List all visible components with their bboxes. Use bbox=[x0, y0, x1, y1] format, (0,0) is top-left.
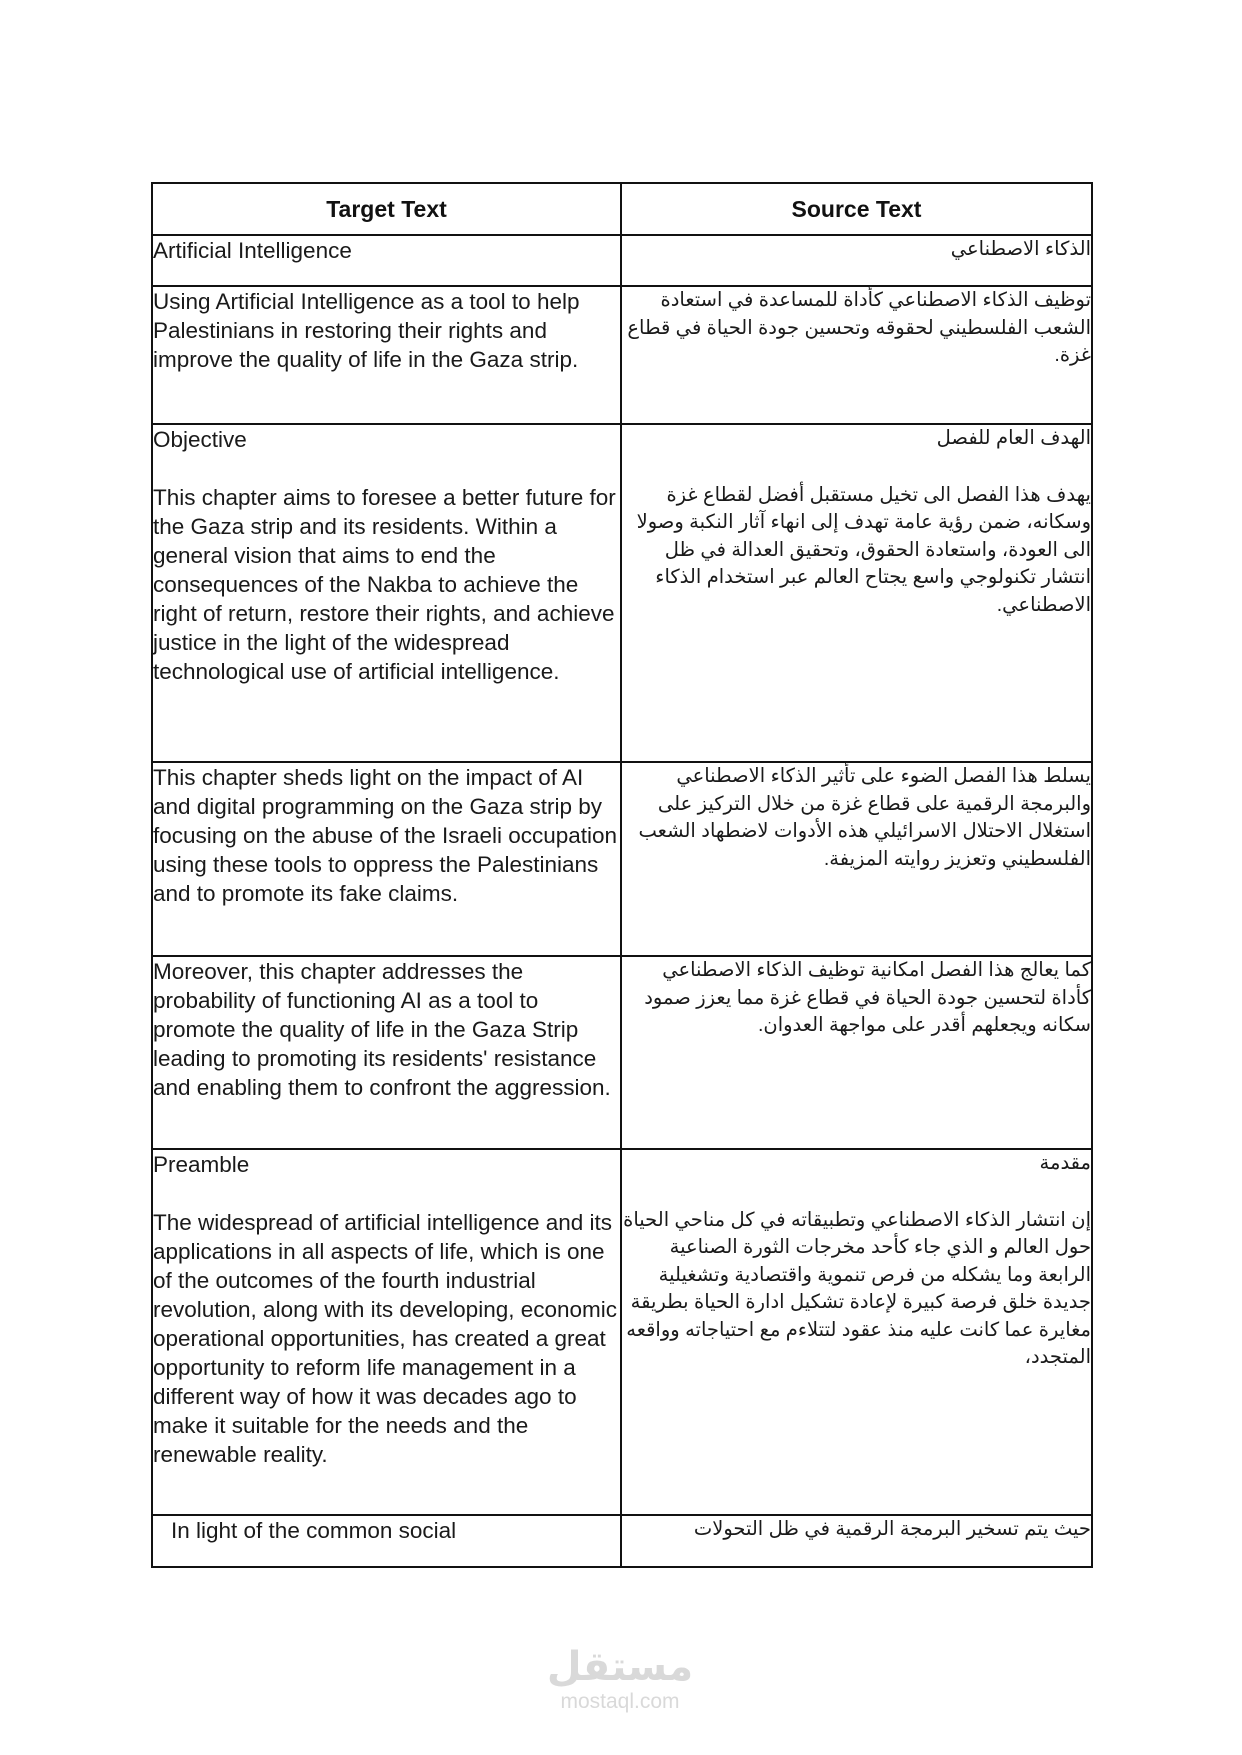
target-cell bbox=[152, 286, 621, 424]
table-row bbox=[152, 1515, 1092, 1567]
table-row bbox=[152, 762, 1092, 956]
target-paragraph: Moreover, this chapter addresses the probability of functioning AI as a tool to promote the quality of life in the Gaza Strip leading to promoting its residents' resistance and enabling them to confront the aggression. bbox=[153, 959, 611, 1100]
target-section-heading: Preamble bbox=[153, 1152, 250, 1177]
source-paragraph: إن انتشار الذكاء الاصطناعي وتطبيقاته في كل مناحي الحياة حول العالم و الذي جاء كأحد مخرجات الثورة الصناعية الرابعة وما يشكله من فرص تنموية واقتصادية وتشغيلية جديدة خلق فرصة كبيرة لإعادة تشكيل ادارة الحياة بطريقة مغايرة عما كانت عليه منذ عقود لتتلاءم مع احتياجاته وواقعه المتجدد، bbox=[623, 1208, 1091, 1368]
source-paragraph: يهدف هذا الفصل الى تخيل مستقبل أفضل لقطاع غزة وسكانه، ضمن رؤية عامة تهدف إلى انهاء آثار النكبة وصولا الى العودة، واستعادة الحقوق، وتحقيق العدالة في ظل انتشار تكنولوجي واسع يجتاح العالم عبر استخدام الذكاء الاصطناعي. bbox=[636, 483, 1091, 616]
target-cell bbox=[152, 424, 621, 762]
source-cell bbox=[621, 762, 1092, 956]
source-cell bbox=[621, 235, 1092, 286]
target-paragraph: This chapter sheds light on the impact of AI and digital programming on the Gaza strip by focusing on the abuse of the Israeli occupation using these tools to oppress the Palestinians and to promote its fake claims. bbox=[153, 765, 618, 906]
mostaql-logo: مستقل bbox=[546, 1645, 694, 1689]
target-section-heading: Objective bbox=[153, 427, 247, 452]
target-paragraph: The widespread of artificial intelligence and its applications in all aspects of life, which is one of the outcomes of the fourth industrial revolution, along with its developing, economic operational opportunities, has created a great opportunity to reform life management in a different way of how it was decades ago to make it suitable for the needs and the renewable reality. bbox=[153, 1210, 618, 1467]
source-cell bbox=[621, 424, 1092, 762]
table-row bbox=[152, 286, 1092, 424]
table-row bbox=[152, 235, 1092, 286]
target-cell bbox=[152, 235, 621, 286]
header-source-text: Source Text bbox=[621, 183, 1092, 235]
translation-table bbox=[151, 182, 1093, 1568]
source-section-heading: الهدف العام للفصل bbox=[936, 427, 1091, 449]
source-paragraph: حيث يتم تسخير البرمجة الرقمية في ظل التحولات bbox=[693, 1518, 1091, 1540]
target-paragraph: Artificial Intelligence bbox=[153, 238, 352, 263]
header-target-text: Target Text bbox=[152, 183, 621, 235]
target-paragraph: In light of the common social bbox=[171, 1518, 457, 1543]
source-section-heading: مقدمة bbox=[1039, 1152, 1091, 1174]
table-row bbox=[152, 424, 1092, 762]
mostaql-url: mostaql.com bbox=[560, 1690, 680, 1713]
target-paragraph: Using Artificial Intelligence as a tool to help Palestinians in restoring their rights and improve the quality of life in the Gaza strip. bbox=[153, 289, 580, 372]
source-paragraph: توظيف الذكاء الاصطناعي كأداة للمساعدة في استعادة الشعب الفلسطيني لحقوقه وتحسين جودة الحياة في قطاع غزة. bbox=[627, 289, 1091, 366]
source-cell bbox=[621, 1149, 1092, 1515]
table-row bbox=[152, 956, 1092, 1149]
target-cell bbox=[152, 1515, 621, 1567]
target-cell bbox=[152, 956, 621, 1149]
source-cell bbox=[621, 956, 1092, 1149]
source-paragraph: الذكاء الاصطناعي bbox=[950, 238, 1091, 260]
target-cell bbox=[152, 1149, 621, 1515]
target-cell bbox=[152, 762, 621, 956]
table-row bbox=[152, 1149, 1092, 1515]
source-cell bbox=[621, 286, 1092, 424]
source-cell bbox=[621, 1515, 1092, 1567]
target-paragraph: This chapter aims to foresee a better future for the Gaza strip and its residents. Within a general vision that aims to end the consequences of the Nakba to achieve the right of return, restore their rights, and achieve justice in the light of the widespread technological use of artificial intelligence. bbox=[153, 485, 616, 684]
source-paragraph: كما يعالج هذا الفصل امكانية توظيف الذكاء الاصطناعي كأداة لتحسين جودة الحياة في قطاع غزة مما يعزز صمود سكانه ويجعلهم أقدر على مواجهة العدوان. bbox=[644, 959, 1091, 1036]
mostaql-watermark bbox=[540, 1645, 700, 1713]
source-paragraph: يسلط هذا الفصل الضوء على تأثير الذكاء الاصطناعي والبرمجة الرقمية على قطاع غزة من خلال التركيز على استغلال الاحتلال الاسرائيلي هذه الأدوات لاضطهاد الشعب الفلسطيني وتعزيز روايته المزيفة. bbox=[638, 765, 1091, 870]
table-header-row bbox=[152, 183, 1092, 235]
